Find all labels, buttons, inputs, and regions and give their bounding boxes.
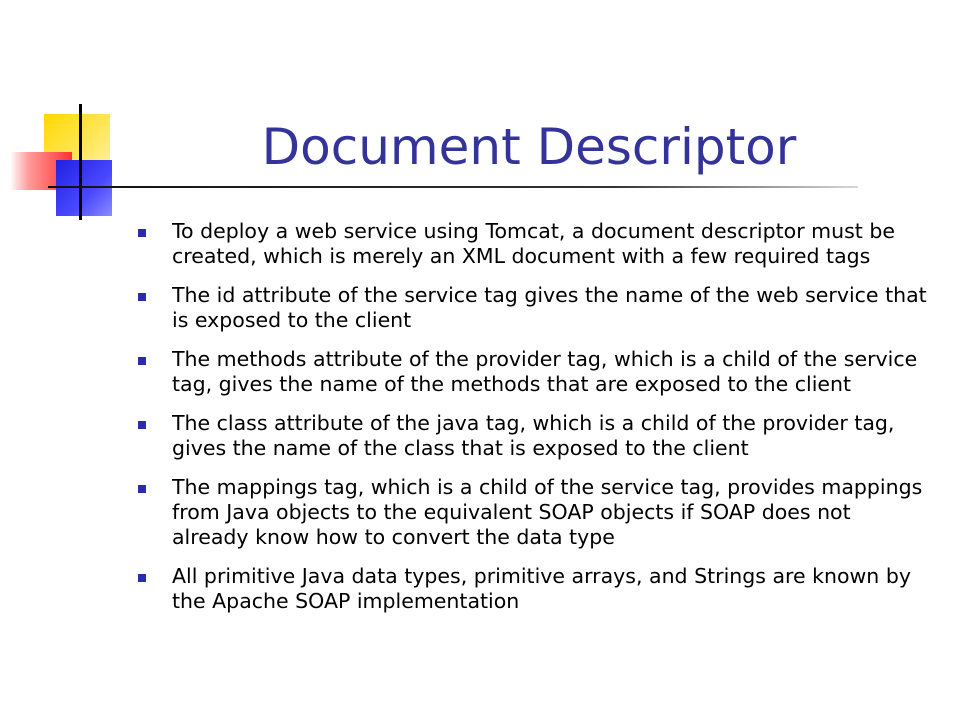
bullet-item <box>138 283 928 333</box>
bullet-item <box>138 411 928 461</box>
bullet-square-icon <box>138 485 146 493</box>
slide-title: Document Descriptor <box>261 118 797 176</box>
bullet-text: All primitive Java data types, primitive arrays, and Strings are known by the Apache SOAP implementation <box>172 564 911 613</box>
bullet-item <box>138 475 928 550</box>
bullet-square-icon <box>138 574 146 582</box>
bullet-item <box>138 219 928 269</box>
bullet-text: The id attribute of the service tag gives the name of the web service that is exposed to the client <box>172 283 927 332</box>
bullet-text: The class attribute of the java tag, which is a child of the provider tag, gives the name of the class that is exposed to the client <box>172 411 895 460</box>
bullet-item <box>138 564 928 614</box>
bullet-list <box>138 219 928 628</box>
bullet-text: The methods attribute of the provider tag, which is a child of the service tag, gives the name of the methods that are exposed to the client <box>172 347 918 396</box>
bullet-text: The mappings tag, which is a child of the service tag, provides mappings from Java objects to the equivalent SOAP objects if SOAP does not already know how to convert the data type <box>172 475 923 549</box>
bullet-square-icon <box>138 293 146 301</box>
bullet-item <box>138 347 928 397</box>
bullet-text: To deploy a web service using Tomcat, a document descriptor must be created, which is merely an XML document with a few required tags <box>172 219 895 268</box>
bullet-square-icon <box>138 229 146 237</box>
title-underline <box>48 186 858 188</box>
bullet-square-icon <box>138 421 146 429</box>
bullet-square-icon <box>138 357 146 365</box>
